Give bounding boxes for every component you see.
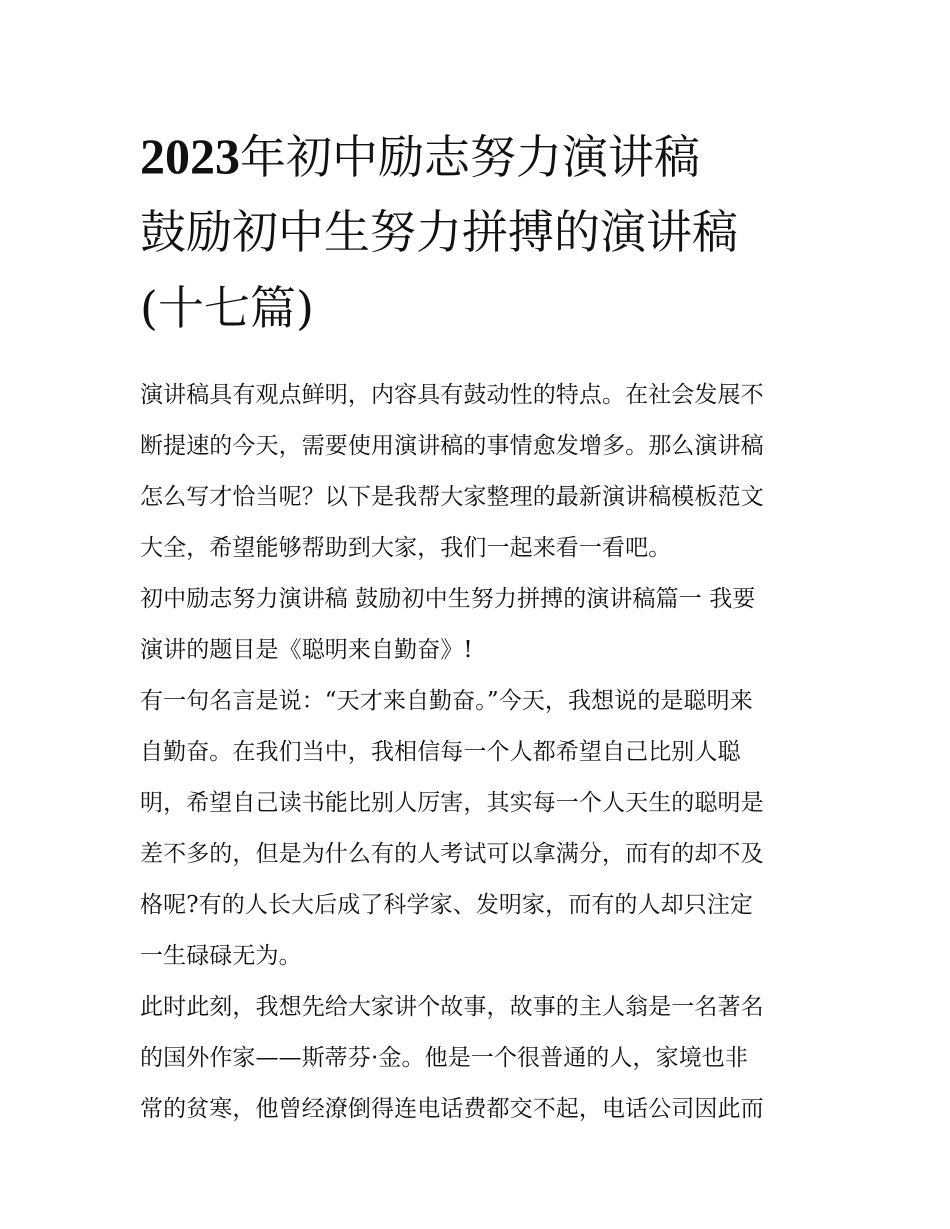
body-line: 的国外作家——斯蒂芬·金。他是一个很普通的人，家境也非 xyxy=(140,1045,749,1071)
title-line-1 xyxy=(140,118,812,194)
title-line-2 xyxy=(140,194,812,270)
body-line: 怎么写才恰当呢？以下是我帮大家整理的最新演讲稿模板范文 xyxy=(140,484,764,510)
body-line: 明，希望自己读书能比别人厉害，其实每一个人天生的聪明是 xyxy=(140,790,764,816)
body-line: 此时此刻，我想先给大家讲个故事，故事的主人翁是一名著名 xyxy=(140,994,764,1020)
document-title xyxy=(140,118,812,346)
title-line-1-text: 年初中励志努力演讲稿 xyxy=(240,130,700,184)
document-content xyxy=(140,118,812,1135)
body-line: 大全，希望能够帮助到大家，我们一起来看一看吧。 xyxy=(140,535,672,561)
body-line: 断提速的今天，需要使用演讲稿的事情愈发增多。那么演讲稿 xyxy=(140,433,764,459)
body-line: 自勤奋。在我们当中，我相信每一个人都希望自己比别人聪 xyxy=(140,739,741,765)
body-line: 初中励志努力演讲稿 鼓励初中生努力拼搏的演讲稿篇一 我要 xyxy=(140,586,756,612)
body-line: 差不多的，但是为什么有的人考试可以拿满分，而有的却不及 xyxy=(140,841,764,867)
body-line: 格呢?有的人长大后成了科学家、发明家，而有的人却只注定 xyxy=(140,892,754,918)
body-line: 一生碌碌无为。 xyxy=(140,943,302,969)
title-year: 2023 xyxy=(140,128,240,184)
document-body xyxy=(140,370,812,1135)
body-line: 常的贫寒，他曾经潦倒得连电话费都交不起，电话公司因此而 xyxy=(140,1096,764,1122)
title-line-3-text: (十七篇) xyxy=(140,281,314,335)
body-line: 演讲的题目是《聪明来自勤奋》! xyxy=(140,637,473,663)
title-line-2-text: 鼓励初中生努力拼搏的演讲稿 xyxy=(140,205,738,259)
body-line: 演讲稿具有观点鲜明，内容具有鼓动性的特点。在社会发展不 xyxy=(140,382,764,408)
body-line: 有一句名言是说：“天才来自勤奋。”今天，我想说的是聪明来 xyxy=(140,688,753,714)
title-line-3 xyxy=(140,270,812,346)
